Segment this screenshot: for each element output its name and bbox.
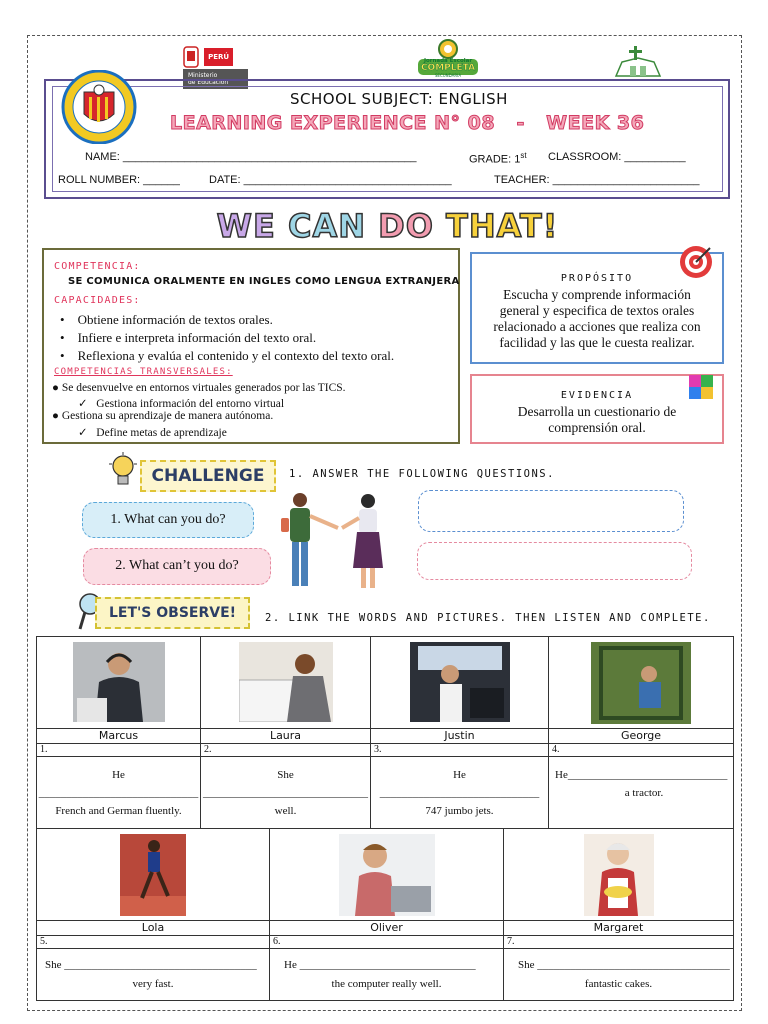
question-1-bubble: 1. What can you do?: [82, 502, 254, 538]
ministry-label: Ministerio de Educación: [183, 69, 248, 89]
target-icon: [678, 244, 714, 284]
photo-cell: [504, 829, 734, 921]
fill-in-cell[interactable]: [549, 757, 734, 829]
capacidad-text: Obtiene información de textos orales.: [77, 312, 273, 327]
fill-line: a tractor.: [624, 787, 664, 799]
photo-cell: [201, 637, 371, 729]
occupations-table-2: [36, 828, 734, 1001]
fill-line: He: [112, 769, 125, 781]
roll-number-field[interactable]: ROLL NUMBER: ______: [58, 174, 180, 186]
capacidad-item: • Infiere e interpreta información del texto oral.: [60, 330, 317, 345]
fill-line: She: [277, 769, 294, 781]
fill-in-cell[interactable]: [504, 949, 734, 1001]
pilot-cockpit-photo: [410, 642, 510, 722]
item-number: 6.: [270, 936, 504, 949]
checkmark-icon: ✓: [78, 398, 88, 410]
challenge-label: CHALLENGE: [140, 460, 276, 492]
man-on-tractor-photo: [591, 642, 691, 724]
capacidades-label: CAPACIDADES:: [54, 295, 141, 306]
person-name: Justin: [371, 729, 549, 744]
fill-blank[interactable]: _____________________________: [38, 787, 199, 799]
answer-1-box[interactable]: [418, 490, 684, 532]
school-building-logo: [612, 44, 664, 78]
proposito-text: Escucha y comprende información general y especifica de textos orales relacionado a acciones que realiza con facilidad y las que le cuesta realizar.: [493, 287, 701, 350]
teacher-field[interactable]: TEACHER: ________________________: [494, 174, 700, 186]
person-name: George: [549, 729, 734, 744]
checkmark-icon: ✓: [78, 427, 88, 439]
photo-cell: [37, 829, 270, 921]
grandmother-baking-photo: [584, 834, 654, 916]
fill-line: French and German fluently.: [55, 805, 182, 817]
fill-blank[interactable]: She ___________________________________: [518, 959, 730, 971]
transversal-item: ● Se desenvuelve en entornos virtuales generados por las TICS.: [52, 382, 346, 394]
puzzle-icon: [688, 374, 714, 404]
lightbulb-icon: [107, 452, 139, 494]
name-field[interactable]: NAME: ________________________________________________: [85, 151, 417, 163]
date-field[interactable]: DATE: __________________________________: [209, 174, 452, 186]
transversales-label: COMPETENCIAS TRANSVERSALES:: [54, 367, 233, 377]
person-name: Marcus: [37, 729, 201, 744]
question-2-bubble: 2. What can’t you do?: [83, 548, 271, 585]
evidencia-text: Desarrolla un cuestionario de comprensión oral.: [517, 404, 677, 435]
fill-blank[interactable]: She ___________________________________: [45, 959, 257, 971]
fill-blank[interactable]: He_____________________________: [555, 769, 728, 781]
grade-field: [469, 151, 527, 166]
transversal-text: Gestiona su aprendizaje de manera autónoma.: [61, 410, 274, 422]
capacidad-text: Infiere e interpreta información del texto oral.: [77, 330, 317, 345]
school-subject: SCHOOL SUBJECT: ENGLISH: [290, 90, 508, 108]
fill-in-cell[interactable]: [37, 757, 201, 829]
capacidad-item: • Reflexiona y evalúa el contenido y el contexto del texto oral.: [60, 348, 395, 363]
person-name: Lola: [37, 921, 270, 936]
occupations-table-1: [36, 636, 734, 829]
jec-line2: COMPLETA: [420, 63, 476, 73]
peru-label: PERÚ: [204, 48, 233, 66]
transversal-subtext: Gestiona información del entorno virtual: [96, 398, 285, 410]
transversal-subtext: Define metas de aprendizaje: [96, 427, 227, 439]
title-word-do: DO: [378, 207, 434, 245]
lets-observe-label: LET'S OBSERVE!: [95, 597, 250, 629]
capacidad-item: • Obtiene información de textos orales.: [60, 312, 273, 327]
challenge-instruction: 1. ANSWER THE FOLLOWING QUESTIONS.: [289, 468, 555, 480]
item-number: 4.: [549, 744, 734, 757]
grade-superscript: st: [520, 151, 527, 160]
fill-in-cell[interactable]: [37, 949, 270, 1001]
competencia-title: SE COMUNICA ORALMENTE EN INGLES COMO LENGUA EXTRANJERA: [68, 276, 460, 287]
title-word-that: THAT!: [446, 207, 559, 245]
fill-in-cell[interactable]: [371, 757, 549, 829]
worksheet-title: [0, 207, 768, 245]
transversal-item: ● Gestiona su aprendizaje de manera autónoma.: [52, 410, 274, 422]
capacidad-text: Reflexiona y evalúa el contenido y el contexto del texto oral.: [77, 348, 395, 363]
person-name: Oliver: [270, 921, 504, 936]
evidencia-box: [470, 374, 724, 444]
fill-blank[interactable]: _____________________________: [379, 787, 540, 799]
jec-logo: [414, 38, 482, 78]
peru-shield-icon: [183, 46, 199, 68]
fill-in-cell[interactable]: [270, 949, 504, 1001]
woman-running-photo: [120, 834, 186, 916]
item-number: 1.: [37, 744, 201, 757]
observe-instruction: 2. LINK THE WORDS AND PICTURES. THEN LISTEN AND COMPLETE.: [265, 612, 711, 624]
man-with-headphones-photo: [73, 642, 165, 722]
evidencia-label: EVIDENCIA: [560, 390, 634, 401]
photo-cell: [37, 637, 201, 729]
transversal-text: Se desenvuelve en entornos virtuales generados por las TICS.: [61, 382, 346, 394]
transversal-subitem: [78, 425, 227, 439]
fill-blank[interactable]: He ________________________________: [284, 959, 476, 971]
title-word-can: CAN: [287, 207, 366, 245]
jec-line1: Jornada Escolar: [423, 58, 473, 64]
competencia-label: COMPETENCIA:: [54, 261, 141, 272]
grade-label: GRADE: 1: [469, 153, 521, 166]
item-number: 3.: [371, 744, 549, 757]
fill-line: well.: [274, 805, 297, 817]
fill-in-cell[interactable]: [201, 757, 371, 829]
item-number: 5.: [37, 936, 270, 949]
title-word-we: WE: [216, 207, 276, 245]
fill-blank[interactable]: ______________________________: [203, 787, 368, 799]
fill-line: the computer really well.: [331, 978, 442, 990]
learning-experience-title: LEARNING EXPERIENCE N° 08 - WEEK 36: [170, 112, 645, 134]
fill-line: fantastic cakes.: [584, 978, 653, 990]
photo-cell: [270, 829, 504, 921]
answer-2-box[interactable]: [417, 542, 692, 580]
fill-line: He: [453, 769, 466, 781]
woman-drawing-plans-photo: [239, 642, 333, 722]
transversal-subitem: [78, 396, 284, 410]
boy-on-laptop-photo: [339, 834, 435, 916]
fill-line: very fast.: [132, 978, 174, 990]
photo-cell: [549, 637, 734, 729]
photo-cell: [371, 637, 549, 729]
fill-line: 747 jumbo jets.: [425, 805, 494, 817]
person-name: Margaret: [504, 921, 734, 936]
proposito-label: PROPÓSITO: [560, 273, 634, 284]
ministry-logo: [183, 46, 293, 86]
jec-line3: SECUNDARIA: [434, 73, 462, 78]
item-number: 7.: [504, 936, 734, 949]
people-talking-illustration: [280, 490, 390, 598]
item-number: 2.: [201, 744, 371, 757]
person-name: Laura: [201, 729, 371, 744]
classroom-field[interactable]: CLASSROOM: __________: [548, 151, 686, 163]
